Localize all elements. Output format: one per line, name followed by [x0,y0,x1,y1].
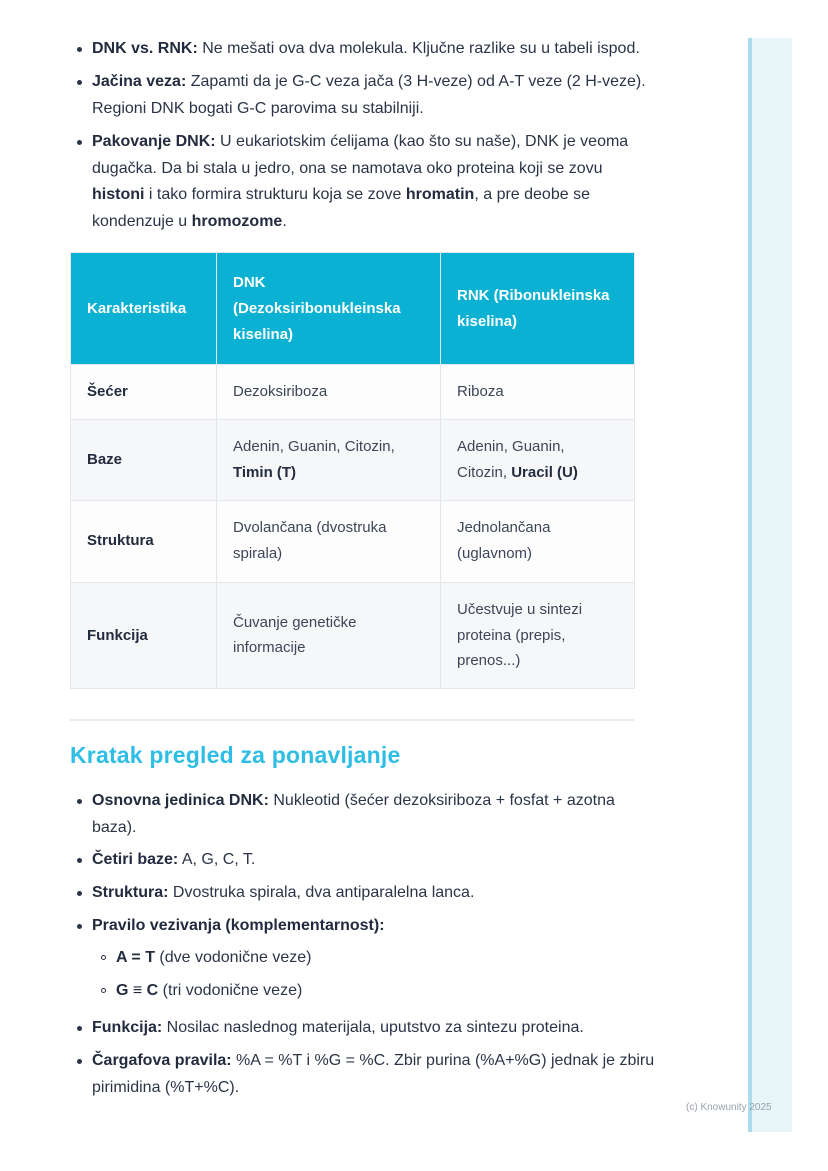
bullet-icon [77,891,82,896]
table-header-cell-dnk: DNK (Dezoksiribonukleinska kiselina) [217,253,441,365]
sub-list-item [92,945,655,972]
list-item-text: Osnovna jedinica DNK: Nukleotid (šećer dezoksiriboza + fosfat + azotna baza). [92,791,615,836]
bullet-icon [77,80,82,85]
list-item [70,913,655,1005]
bullet-icon [77,924,82,929]
table-cell-dnk: Dvolančana (dvostruka spirala) [217,500,441,582]
list-item [70,1015,655,1042]
dnk-rnk-comparison-table [70,252,635,689]
table-cell-rnk: Učestvuje u sintezi proteina (prepis, prenos...) [441,582,635,688]
list-item-text: Struktura: Dvostruka spirala, dva antiparalelna lanca. [92,884,475,902]
table-cell-label: Funkcija [71,582,217,688]
table-cell-label: Baze [71,420,217,501]
table-cell-dnk: Čuvanje genetičke informacije [217,582,441,688]
table-cell-label: Struktura [71,500,217,582]
list-item [70,788,655,842]
list-item-text: Pakovanje DNK: U eukariotskim ćelijama (kao što su naše), DNK je veoma dugačka. Da bi stala u jedro, ona se namotava oko proteina koji se zovu histoni i tako formira strukturu koja se zove hromatin, a pre deobe se kondenzuje u hromozome. [92,132,629,231]
table-row [71,420,635,501]
sub-bullet-list [92,945,655,1005]
list-item-text: Čargafova pravila: %A = %T i %G = %C. Zbir purina (%A+%G) jednak je zbiru pirimidina (%T+%C). [92,1051,655,1096]
table-row [71,365,635,420]
bullet-icon [77,799,82,804]
list-item-text: DNK vs. RNK: Ne mešati ova dva molekula. Ključne razlike su u tabeli ispod. [92,40,640,57]
table-cell-label: Šećer [71,365,217,420]
table-header-cell-rnk: RNK (Ribonukleinska kiselina) [441,253,635,365]
hollow-bullet-icon [101,955,106,960]
list-item [70,36,655,63]
list-item-text: Funkcija: Nosilac naslednog materijala, uputstvo za sintezu proteina. [92,1018,584,1036]
sub-list-item-text: G ≡ C (tri vodonične veze) [116,981,303,999]
section-divider [70,719,634,721]
bullet-icon [77,140,82,145]
table-cell-rnk: Adenin, Guanin, Citozin, Uracil (U) [441,420,635,501]
bullet-icon [77,1026,82,1031]
table-row [71,500,635,582]
section-heading: Kratak pregled za ponavljanje [70,742,401,769]
bullet-icon [77,858,82,863]
list-item-text: Pravilo vezivanja (komplementarnost): [92,917,385,935]
list-item [70,129,655,237]
hollow-bullet-icon [101,988,106,993]
copyright-watermark: (c) Knowunity 2025 [686,1102,772,1113]
bullet-icon [77,1059,82,1064]
table-cell-rnk: Riboza [441,365,635,420]
table-header-cell-karakteristika: Karakteristika [71,253,217,365]
list-item [70,1048,655,1102]
list-item [70,847,655,874]
sub-list-item [92,978,655,1005]
summary-bullet-list [70,788,655,1102]
list-item [70,69,655,123]
table-cell-dnk: Adenin, Guanin, Citozin, Timin (T) [217,420,441,501]
table-header [71,253,635,365]
page-edge-strip [748,38,792,1132]
table-header-row [71,253,635,365]
sub-list-item-text: A = T (dve vodonične veze) [116,949,312,967]
table-cell-rnk: Jednolančana (uglavnom) [441,500,635,582]
table-body [71,365,635,689]
table-row [71,582,635,688]
list-item [70,880,655,907]
list-item-text: Jačina veza: Zapamti da je G-C veza jača (3 H-veze) od A-T veze (2 H-veze). Regioni DNK bogati G-C parovima su stabilniji. [92,72,646,117]
table-cell-dnk: Dezoksiriboza [217,365,441,420]
notes-content [70,36,655,1107]
bullet-icon [77,47,82,52]
intro-bullet-list [70,36,655,236]
list-item-text: Četiri baze: A, G, C, T. [92,851,256,869]
